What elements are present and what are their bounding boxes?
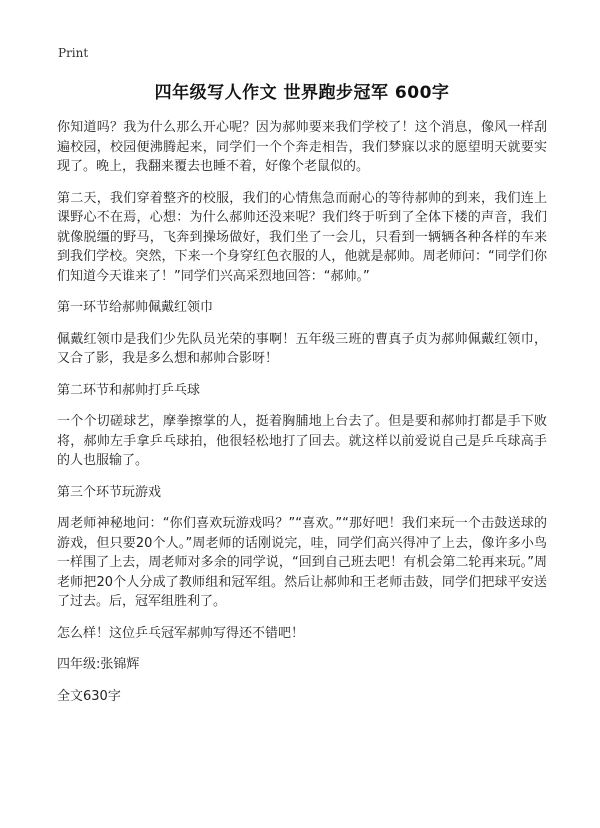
section-heading-1: 第一环节给郝帅佩戴红领巾 bbox=[57, 300, 214, 315]
paragraph-second-day: 第二天，我们穿着整齐的校服，我们的心情焦急而耐心的等待郝帅的到来，我们连上课野心不在焉，心想：为什么郝帅还没来呢？我们终于听到了全体下楼的声音，我们就像脱缰的野马，飞奔到操场做好，我们坐了一会儿，只看到一辆辆各种各样的车来到我们学校。突然，下来一个身穿红色衣服的人，他就是郝帅。周老师问：“同学们你们知道今天谁来了！”同学们兴高采烈地回答：“郝帅。” bbox=[57, 190, 547, 284]
article bbox=[57, 78, 547, 718]
author-line: 四年级:张锦辉 bbox=[57, 657, 140, 672]
paragraph-intro: 你知道吗？我为什么那么开心呢？因为郝帅要来我们学校了！这个消息，像风一样刮遍校园，校园便沸腾起来，同学们一个个奔走相告，我们梦寐以求的愿望明天就要实现了。晚上，我翻来覆去也睡不着，好像个老鼠似的。 bbox=[57, 120, 547, 174]
paragraph-conclusion: 怎么样！这位乒乓冠军郝帅写得还不错吧！ bbox=[57, 625, 305, 641]
paragraph-red-scarf: 佩戴红领巾是我们少先队员光荣的事啊！五年级三班的曹真子贞为郝帅佩戴红领巾，又合了影，我是多么想和郝帅合影呀！ bbox=[57, 331, 547, 366]
section-heading-2: 第二环节和郝帅打乒乓球 bbox=[57, 382, 201, 398]
paragraph-ping-pong: 一个个切磋球艺，摩拳擦掌的人，挺着胸脯地上台去了。但是要和郝帅打都是手下败将，郝帅左手拿乒乓球拍，他很轻松地打了回去。就这样以前爱说自己是乒乓球高手的人也服输了。 bbox=[57, 414, 547, 468]
word-count: 全文630字 bbox=[57, 688, 121, 704]
article-title: 四年级写人作文 世界跑步冠军 600字 bbox=[154, 83, 450, 103]
paragraph-game: 周老师神秘地问：“你们喜欢玩游戏吗？”“喜欢。”“那好吧！我们来玩一个击鼓送球的游戏，但只要20个人。”周老师的话刚说完，哇，同学们高兴得冲了上去，像许多小鸟一样围了上去，周老师对多余的同学说，“回到自己班去吧！有机会第二轮再来玩。”周老师把20个人分成了教师组和冠军组。然后让郝帅和王老师击鼓，同学们把球平安送了过去。后，冠军组胜利了。 bbox=[57, 516, 547, 609]
print-link[interactable]: Print bbox=[58, 46, 89, 60]
section-heading-3: 第三个环节玩游戏 bbox=[57, 484, 162, 500]
